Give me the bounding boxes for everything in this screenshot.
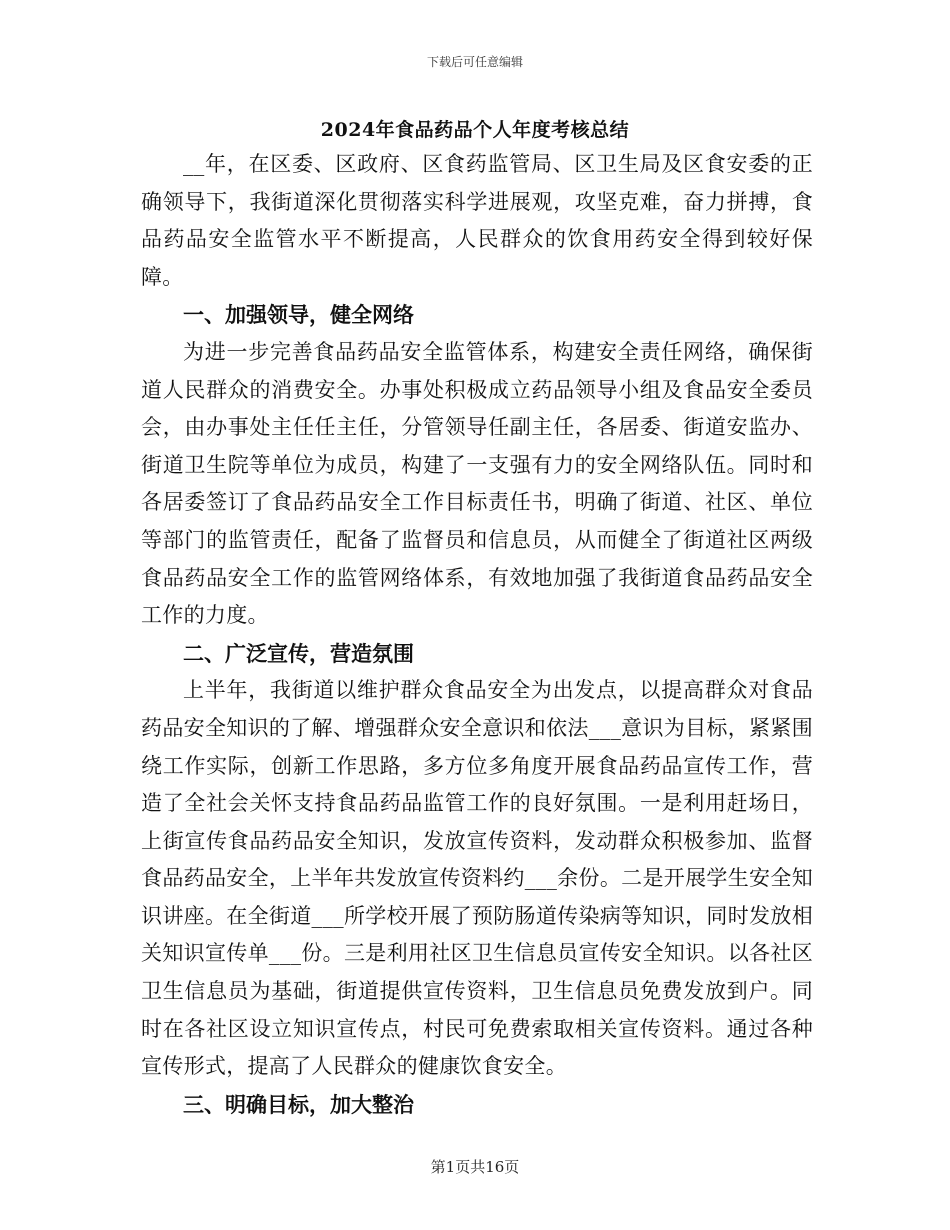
page-footer: 第1页共16页 bbox=[430, 1158, 520, 1176]
intro-paragraph: __年，在区委、区政府、区食药监管局、区卫生局及区食安委的正确领导下，我街道深化贯彻落实科学进展观，攻坚克难，奋力拼搏，食品药品安全监管水平不断提高，人民群众的饮食用药安全得到较好保障。 bbox=[141, 152, 813, 289]
document-title: 2024年食品药品个人年度考核总结 bbox=[320, 119, 630, 141]
section-heading-1: 一、加强领导，健全网络 bbox=[183, 302, 414, 328]
document-body bbox=[141, 146, 813, 1123]
section-heading-3: 三、明确目标，加大整治 bbox=[183, 1091, 414, 1117]
section-body-1: 为进一步完善食品药品安全监管体系，构建安全责任网络，确保街道人民群众的消费安全。办事处积极成立药品领导小组及食品安全委员会，由办事处主任任主任，分管领导任副主任，各居委、街道安监办、街道卫生院等单位为成员，构建了一支强有力的安全网络队伍。同时和各居委签订了食品药品安全工作目标责任书，明确了街道、社区、单位等部门的监管责任，配备了监督员和信息员，从而健全了街道社区两级食品药品安全工作的监管网络体系，有效地加强了我街道食品药品安全工作的力度。 bbox=[141, 339, 813, 628]
header-note: 下载后可任意编辑 bbox=[426, 55, 523, 69]
section-heading-2: 二、广泛宣传，营造氛围 bbox=[183, 640, 414, 666]
section-body-2: 上半年，我街道以维护群众食品安全为出发点，以提高群众对食品药品安全知识的了解、增强群众安全意识和依法___意识为目标，紧紧围绕工作实际，创新工作思路，多方位多角度开展食品药品宣传工作，营造了全社会关怀支持食品药品监管工作的良好氛围。一是利用赶场日，上街宣传食品药品安全知识，发放宣传资料，发动群众积极参加、监督食品药品安全，上半年共发放宣传资料约___余份。二是开展学生安全知识讲座。在全街道___所学校开展了预防肠道传染病等知识，同时发放相关知识宣传单___份。三是利用社区卫生信息员宣传安全知识。以各社区卫生信息员为基础，街道提供宣传资料，卫生信息员免费发放到户。同时在各社区设立知识宣传点，村民可免费索取相关宣传资料。通过各种宣传形式，提高了人民群众的健康饮食安全。 bbox=[141, 678, 813, 1079]
